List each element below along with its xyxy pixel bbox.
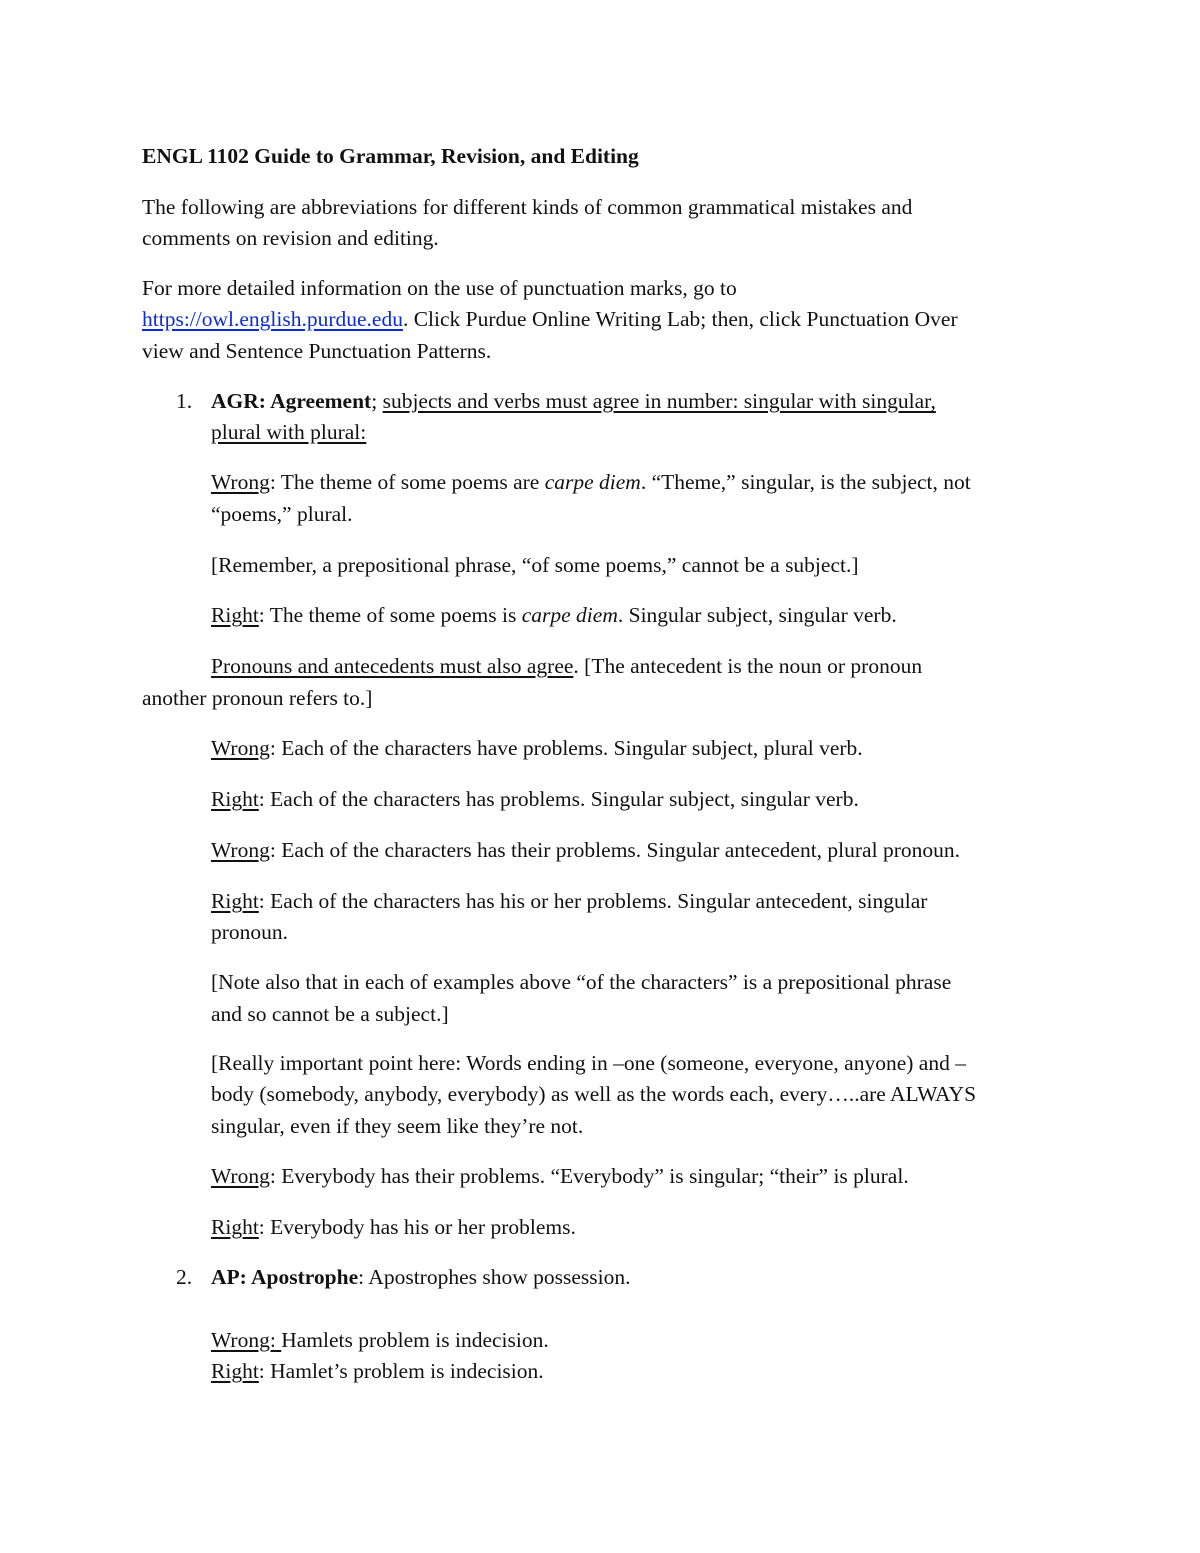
more-info-line: view and Sentence Punctuation Patterns. [142, 339, 492, 363]
purdue-owl-link[interactable]: https://owl.english.purdue.edu [142, 307, 403, 331]
example-label: Wrong [211, 1164, 270, 1188]
example-right [211, 1212, 576, 1243]
intro-line: The following are abbreviations for different kinds of common grammatical mistakes and [142, 195, 913, 219]
example-text: : The theme of some poems is [258, 603, 522, 627]
important-line: body (somebody, anybody, everybody) as well as the words each, every…..are ALWAYS [211, 1082, 977, 1106]
example-text: : Each of the characters has their problems. Singular antecedent, plural pronoun. [269, 838, 960, 862]
example-label: Right [211, 889, 259, 913]
example-italic: carpe diem [521, 603, 618, 627]
example-right [211, 600, 897, 631]
more-info-line: For more detailed information on the use of punctuation marks, go to [142, 276, 737, 300]
example-wrong [211, 1325, 549, 1356]
example-text: : Each of the characters has his or her problems. Singular antecedent, singular [258, 889, 928, 913]
example-text: . Singular subject, singular verb. [617, 603, 897, 627]
example-label: Right [211, 1359, 259, 1383]
example-text: : Each of the characters has problems. Singular subject, singular verb. [258, 787, 859, 811]
example-text: : Hamlet’s problem is indecision. [258, 1359, 544, 1383]
example-text: . “Theme,” singular, is the subject, not [640, 470, 971, 494]
more-info-text: . Click Purdue Online Writing Lab; then, click Punctuation Over [402, 307, 958, 331]
example-wrong [211, 467, 971, 498]
example-label: Wrong [211, 470, 270, 494]
example-label: Wrong [211, 838, 270, 862]
example-label: Right [211, 1215, 259, 1239]
example-label: Wrong [211, 736, 270, 760]
example-label: Right [211, 603, 259, 627]
example-right [211, 784, 859, 815]
example-text: : Each of the characters have problems. Singular subject, plural verb. [269, 736, 863, 760]
example-text: : The theme of some poems are [269, 470, 545, 494]
list-number: 2. [176, 1265, 193, 1289]
example-text: : Everybody has his or her problems. [258, 1215, 576, 1239]
example-italic: carpe diem [544, 470, 641, 494]
example-wrong [211, 733, 863, 764]
example-right [211, 1356, 544, 1387]
pronoun-rule-cont: another pronoun refers to.] [142, 686, 373, 710]
intro-line: comments on revision and editing. [142, 226, 439, 250]
rule-description: : Apostrophes show possession. [358, 1265, 631, 1289]
note-line: [Note also that in each of examples above “of the characters” is a prepositional phrase [211, 970, 952, 994]
important-line: singular, even if they seem like they’re not. [211, 1114, 584, 1138]
rule-description-cont [211, 417, 366, 448]
example-right [211, 886, 927, 917]
important-line: [Really important point here: Words ending in –one (someone, everyone, anyone) and – [211, 1051, 966, 1075]
example-label: Wrong: [211, 1328, 282, 1352]
more-info-line [142, 304, 958, 335]
abbreviation-label: AGR: Agreement [211, 389, 372, 413]
note-line: and so cannot be a subject.] [211, 1002, 449, 1026]
list-item-heading [211, 1262, 631, 1293]
rule-description: plural with plural: [211, 420, 367, 444]
pronoun-rule [211, 651, 922, 682]
example-cont: pronoun. [211, 920, 289, 944]
rule-description: subjects and verbs must agree in number: singular with singular, [382, 389, 936, 413]
separator: ; [371, 389, 378, 413]
pronoun-rule-text: . [The antecedent is the noun or pronoun [573, 654, 923, 678]
pronoun-rule-underlined: Pronouns and antecedents must also agree [211, 654, 574, 678]
abbreviation-label: AP: Apostrophe [211, 1265, 359, 1289]
list-number: 1. [176, 389, 193, 413]
example-text: : Everybody has their problems. “Everybody” is singular; “their” is plural. [269, 1164, 909, 1188]
list-item-heading [211, 386, 936, 417]
example-label: Right [211, 787, 259, 811]
example-cont: “poems,” plural. [211, 502, 353, 526]
document-title: ENGL 1102 Guide to Grammar, Revision, and Editing [142, 144, 639, 168]
example-text: Hamlets problem is indecision. [281, 1328, 549, 1352]
remember-note: [Remember, a prepositional phrase, “of some poems,” cannot be a subject.] [211, 553, 859, 577]
example-wrong [211, 835, 960, 866]
example-wrong [211, 1161, 909, 1192]
